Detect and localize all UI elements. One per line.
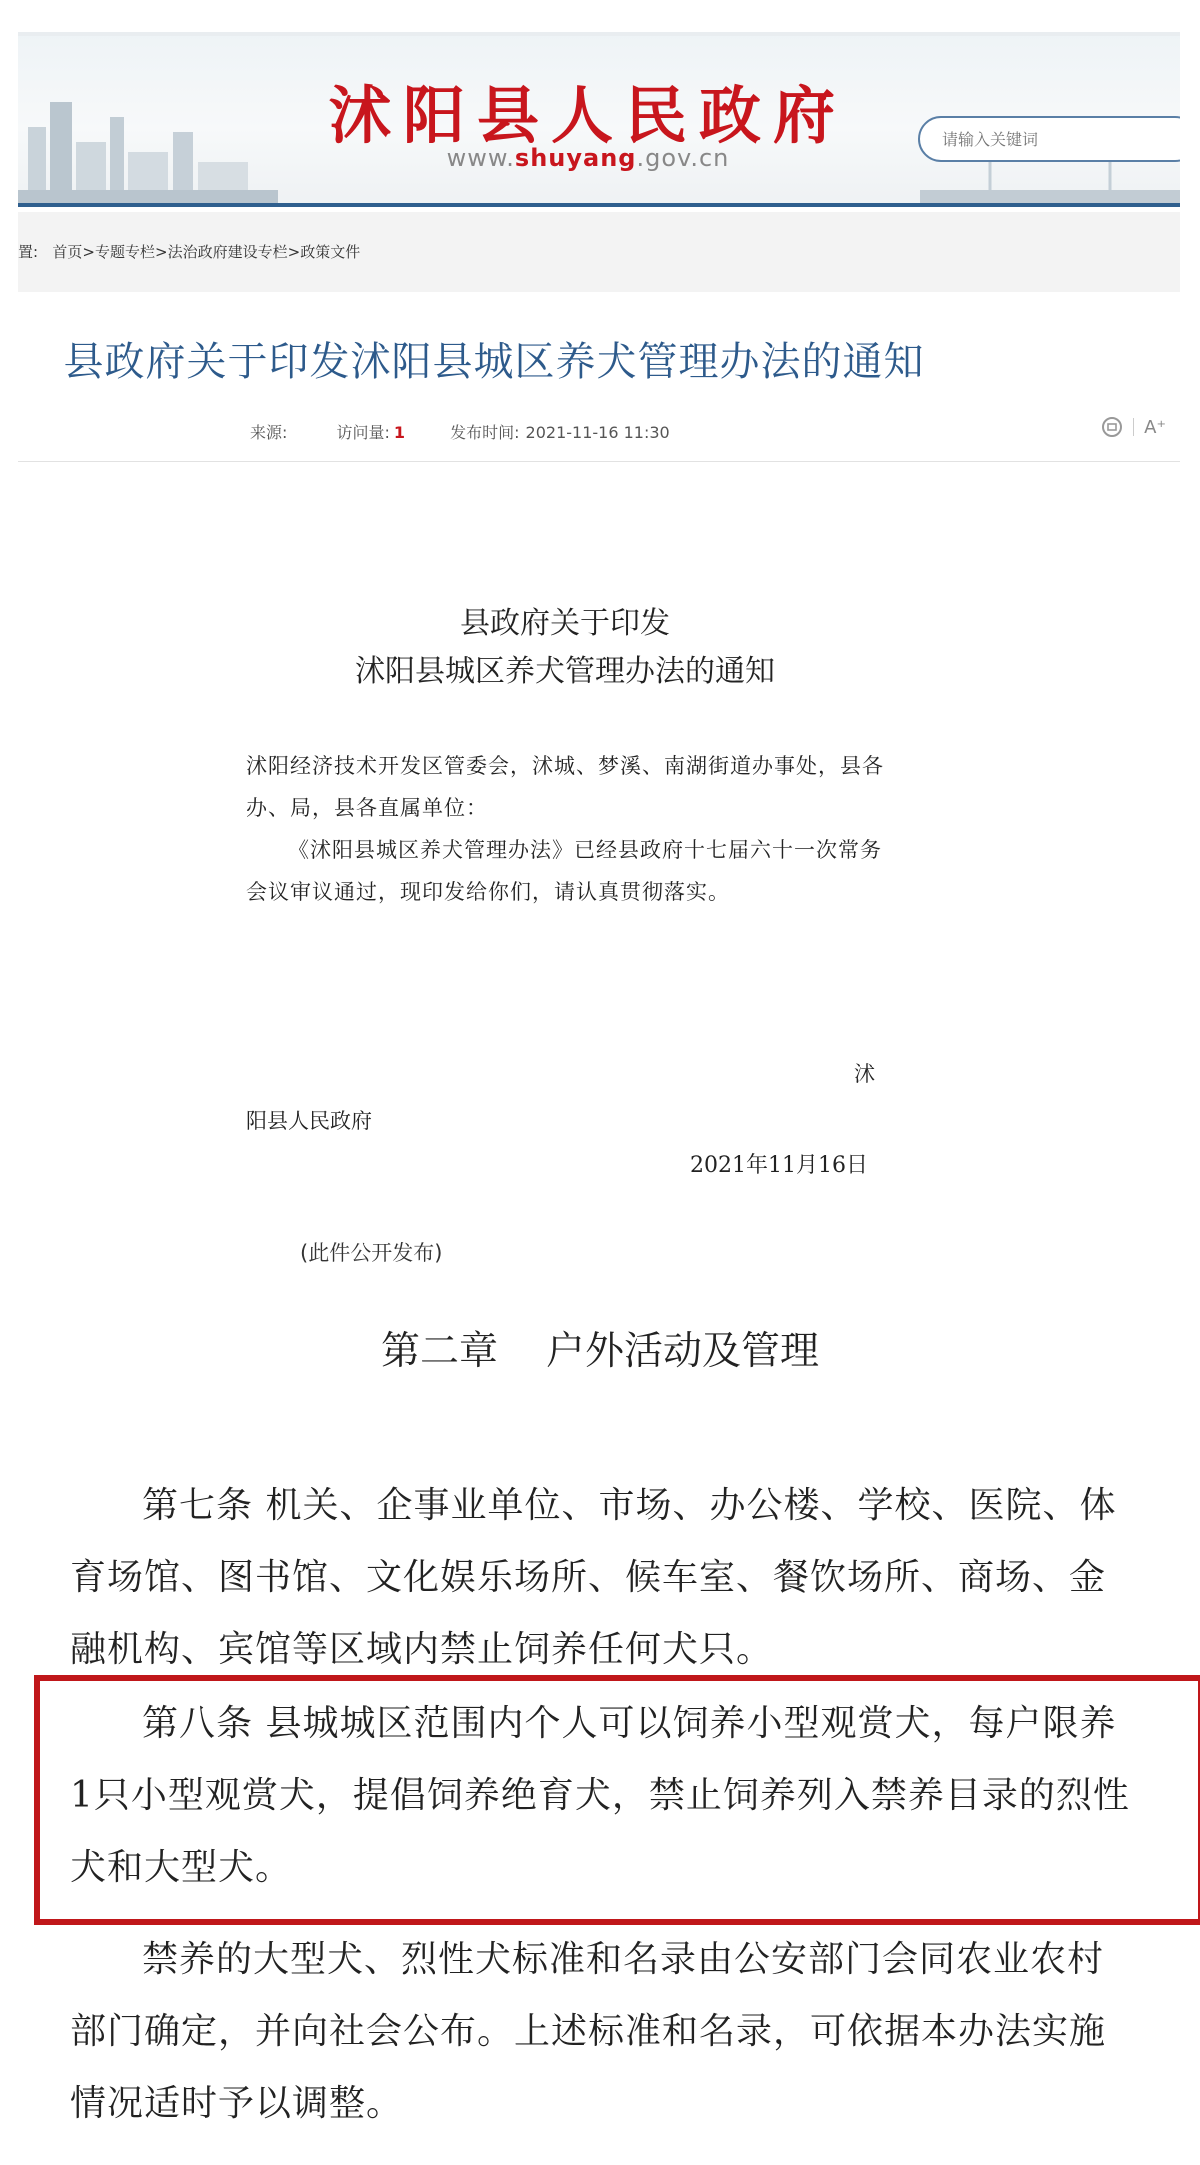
chapter-title: 户外活动及管理	[546, 1329, 820, 1374]
notice-body	[246, 745, 886, 913]
breadcrumb-home[interactable]: 首页	[52, 243, 83, 261]
article-8	[70, 1688, 1130, 1904]
print-icon[interactable]	[1101, 416, 1123, 438]
banner-top-strip	[18, 32, 1180, 36]
signature-fragment: 沭	[854, 1062, 875, 1086]
breadcrumb-separator: >	[155, 243, 168, 261]
notice-title-line2: 沭阳县城区养犬管理办法的通知	[355, 654, 775, 689]
published-label: 发布时间:	[450, 423, 520, 442]
chapter-heading	[0, 1320, 1200, 1376]
site-title[interactable]: 沭阳县人民政府	[328, 79, 847, 152]
source-label: 来源:	[250, 423, 288, 442]
breadcrumb-prefix: 置:	[18, 243, 39, 261]
notice-title-line1: 县政府关于印发	[460, 606, 670, 641]
visit-count: 1	[393, 423, 406, 442]
site-url-suffix: .gov.cn	[636, 144, 730, 172]
notice-date: 2021年11月16日	[690, 1153, 868, 1178]
article-tools	[1101, 416, 1166, 438]
signature-organization: 阳县人民政府	[246, 1109, 372, 1133]
tools-separator	[1133, 418, 1134, 436]
breadcrumb-separator: >	[287, 243, 301, 261]
article-title: 县政府关于印发沭阳县城区养犬管理办法的通知	[63, 339, 925, 385]
site-banner	[18, 32, 1180, 207]
publicity-note: (此件公开发布)	[300, 1241, 443, 1265]
notice-recipients: 沭阳经济技术开发区管委会，沭城、梦溪、南湖街道办事处，县各办、局，县各直属单位：	[246, 754, 884, 820]
article-8-continued-text: 禁养的大型犬、烈性犬标准和名录由公安部门会同农业农村部门确定，并向社会公布。上述标准和名录，可依据本办法实施情况适时予以调整。	[70, 1939, 1107, 2124]
article-7	[70, 1470, 1130, 1686]
city-skyline-left-graphic	[18, 72, 278, 207]
article-8-continued	[70, 1924, 1130, 2140]
breadcrumb-separator: >	[82, 243, 95, 261]
breadcrumb	[18, 212, 1180, 292]
notice-title	[250, 600, 880, 696]
breadcrumb-special-column[interactable]: 专题专栏	[95, 243, 156, 261]
chapter-number: 第二章	[380, 1329, 498, 1374]
notice-paragraph: 《沭阳县城区养犬管理办法》已经县政府十七届六十一次常务会议审议通过，现印发给你们，请认真贯彻落实。	[246, 838, 882, 904]
font-size-icon[interactable]: A⁺	[1144, 416, 1166, 438]
site-url-domain: shuyang	[514, 144, 637, 172]
published-time: 2021-11-16 11:30	[525, 423, 670, 442]
visits-label: 访问量:	[336, 423, 390, 442]
site-url	[318, 144, 858, 172]
header-divider	[18, 461, 1180, 462]
article-7-text: 第七条 机关、企事业单位、市场、办公楼、学校、医院、体育场馆、图书馆、文化娱乐场所、候车室、餐饮场所、商场、金融机构、宾馆等区域内禁止饲养任何犬只。	[70, 1485, 1117, 1670]
banner-bottom-rule	[18, 203, 1180, 207]
breadcrumb-policy-documents[interactable]: 政策文件	[300, 243, 361, 261]
breadcrumb-rule-of-law-column[interactable]: 法治政府建设专栏	[167, 243, 288, 261]
article-meta	[250, 420, 714, 443]
search-input[interactable]	[918, 116, 1180, 162]
site-url-prefix: www.	[446, 144, 515, 172]
article-8-text: 第八条 县城城区范围内个人可以饲养小型观赏犬，每户限养1只小型观赏犬，提倡饲养绝育犬，禁止饲养列入禁养目录的烈性犬和大型犬。	[70, 1703, 1130, 1888]
